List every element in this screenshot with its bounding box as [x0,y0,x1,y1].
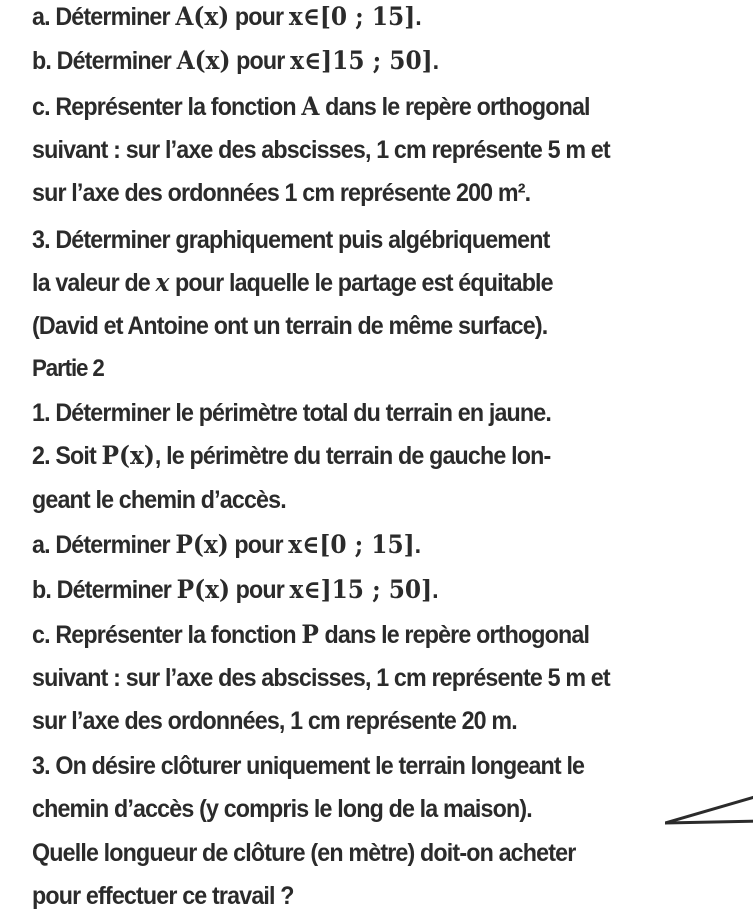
question-1c-area [32,92,590,122]
text: . [415,3,421,31]
question-p2-2-area [32,441,550,471]
question-p2-2a-area [32,530,420,560]
figure-edge-lines-icon [665,790,753,830]
text-line: suivant : sur l’axe des abscisses, 1 cm représente 5 m et [32,136,610,164]
question-1a-area [32,2,421,32]
text: pour [229,576,290,604]
text: Déterminer [49,3,176,31]
text: pour [230,47,291,75]
text-line: sur l’axe des ordonnées, 1 cm représente 20 m. [32,707,517,735]
text-line: suivant : sur l’axe des abscisses, 1 cm représente 5 m et [32,664,610,692]
text: dans le repère orthogonal [318,621,590,649]
math-interval: x∈[0 ; 15] [288,530,415,559]
item-label: a. [32,3,50,31]
text: . [432,576,438,604]
text: pour laquelle le partage est équitable [169,269,553,297]
item-label: 1. [32,399,50,427]
text: Déterminer le périmètre total du terrain en jaune. [49,399,551,427]
text: , le périmètre du terrain de gauche lon- [154,442,551,470]
text-line: (David et Antoine ont un terrain de même surface). [32,312,548,340]
item-label: c. [32,621,50,649]
question-p2-3-area [32,751,584,781]
text-line: pour effectuer ce travail ? [32,882,294,910]
text: pour [228,531,289,559]
question-p2-2c-area [32,620,589,650]
text: Représenter la fonction [49,621,302,649]
question-3-area [32,225,550,255]
text: Représenter la fonction [49,93,302,121]
math-interval: x∈]15 ; 50] [290,46,433,75]
text: Déterminer [50,47,177,75]
math-expression: P(x) [175,530,229,559]
text: dans le repère orthogonal [319,93,590,121]
math-interval: x∈]15 ; 50] [289,575,433,604]
math-expression: P(x) [101,441,155,470]
text: Soit [49,442,102,470]
math-expression: P(x) [176,575,230,604]
text: On désire clôturer uniquement le terrain longeant le [49,752,585,780]
text: . [432,47,439,75]
text: pour [229,3,289,31]
math-expression: A [301,92,320,121]
text-line [32,268,553,298]
text: Déterminer [49,531,176,559]
text-line: sur l’axe des ordonnées 1 cm représente 200 m². [32,179,531,207]
item-label: c. [32,93,50,121]
text-line: geant le chemin d’accès. [32,486,286,514]
math-interval: x∈[0 ; 15] [288,2,416,31]
section-heading: Partie 2 [32,355,104,382]
text: . [414,531,421,559]
text-line: Quelle longueur de clôture (en mètre) doit-on acheter [32,839,576,867]
text: Déterminer graphiquement puis algébriquement [49,226,550,254]
item-label: 3. [32,752,50,780]
math-expression: A(x) [176,46,231,75]
text-line: chemin d’accès (y compris le long de la maison). [32,795,532,823]
text: Déterminer [50,576,177,604]
item-label: 3. [32,226,50,254]
item-label: b. [32,47,51,75]
item-label: 2. [32,442,50,470]
text: la valeur de [32,269,156,297]
question-1b-area [32,46,438,76]
math-expression: P [301,620,319,649]
item-label: a. [32,531,50,559]
item-label: b. [32,576,51,604]
math-expression: A(x) [175,2,230,31]
math-variable: x [155,268,170,297]
question-p2-2b-area [32,575,438,605]
question-p2-1-area [32,398,551,428]
